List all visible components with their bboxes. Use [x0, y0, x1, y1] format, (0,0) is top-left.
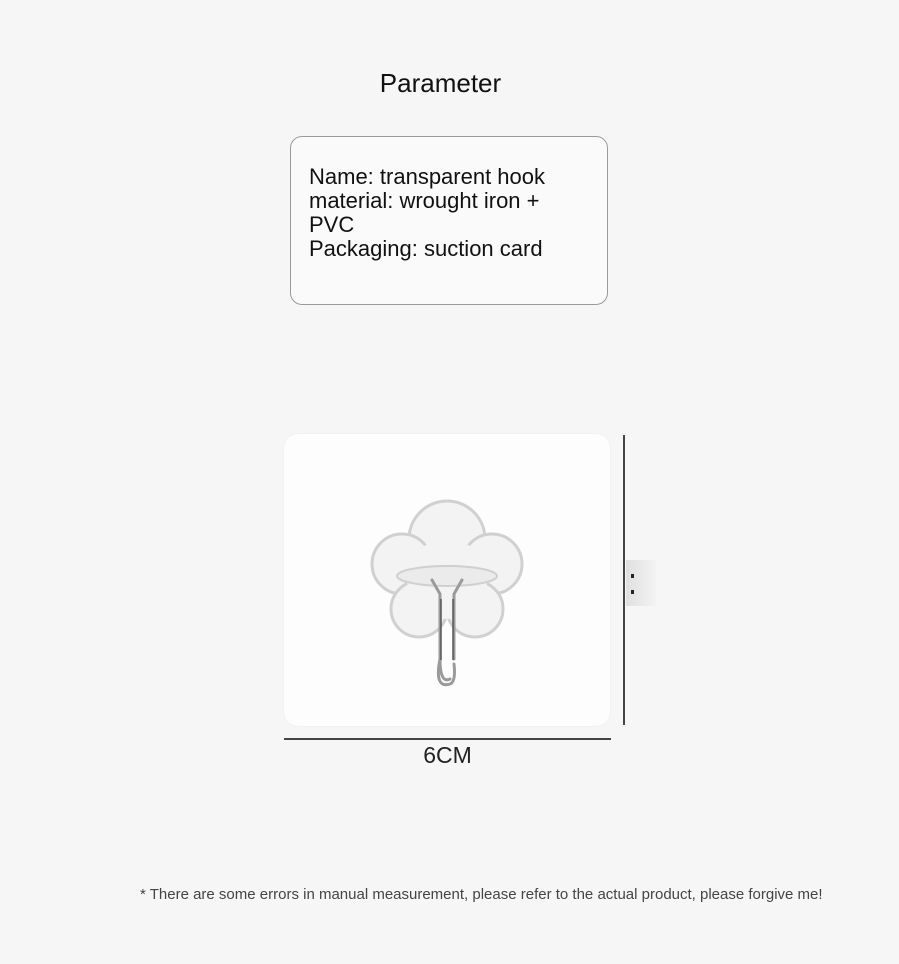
- width-measure-line: [284, 738, 611, 740]
- width-label: 6CM: [423, 742, 472, 768]
- side-clip: [626, 560, 656, 606]
- param-material: material: wrought iron +: [309, 188, 540, 213]
- param-material-cont: PVC: [309, 212, 355, 237]
- height-measure-line: [623, 435, 625, 725]
- measurement-disclaimer: * There are some errors in manual measurement, please refer to the actual product, please forgive me!: [140, 886, 823, 903]
- adhesive-pad: [284, 434, 610, 726]
- page-title: Parameter: [379, 68, 502, 98]
- param-name: Name: transparent hook: [309, 164, 546, 189]
- parameter-box: [290, 136, 608, 305]
- adhesive-hook-icon: [284, 434, 610, 726]
- param-packaging: Packaging: suction card: [309, 236, 543, 261]
- product-figure: [270, 420, 660, 780]
